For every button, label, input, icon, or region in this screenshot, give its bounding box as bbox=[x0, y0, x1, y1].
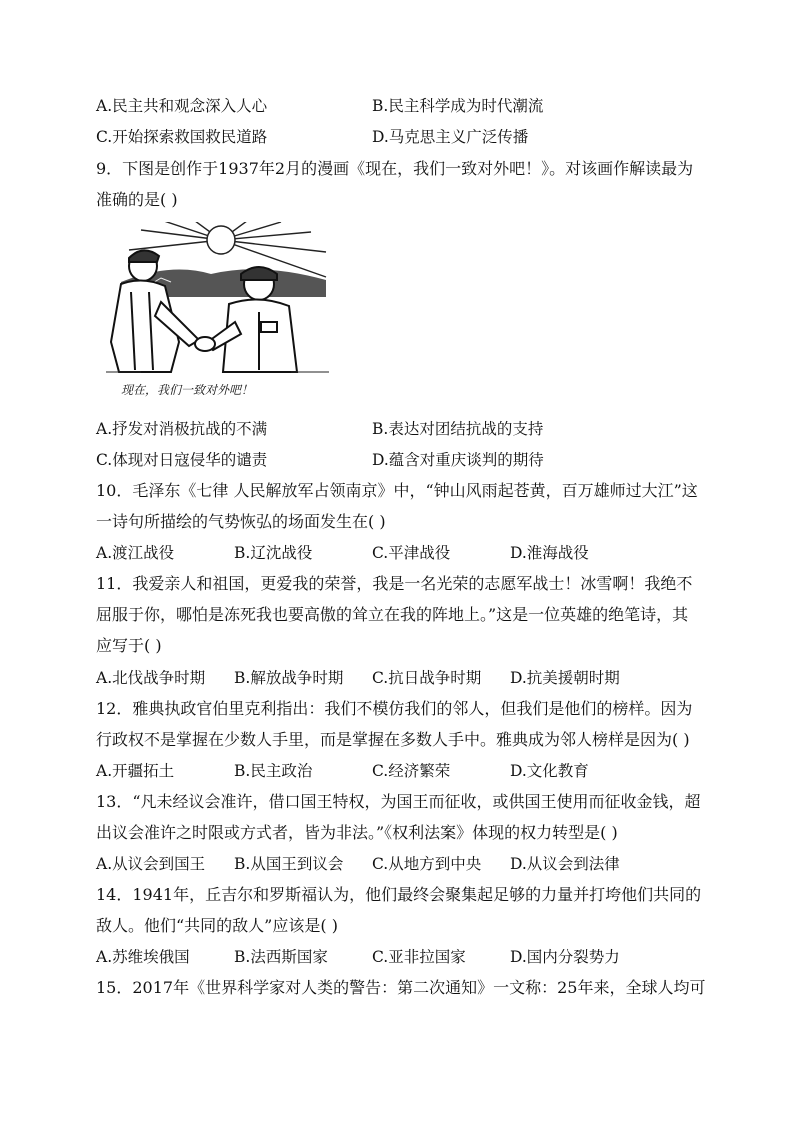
q11-option-b[interactable]: B.解放战争时期 bbox=[234, 669, 344, 687]
q12-stem-line1: 12．雅典执政官伯里克利指出：我们不模仿我们的邻人，但我们是他们的榜样。因为 bbox=[96, 699, 693, 718]
q9-option-c[interactable]: C.体现对日寇侵华的谴责 bbox=[96, 451, 268, 469]
q13-option-b[interactable]: B.从国王到议会 bbox=[234, 855, 344, 873]
q12-option-d[interactable]: D.文化教育 bbox=[510, 762, 589, 780]
q13-stem-line2: 出议会准许之时限或方式者，皆为非法。”《权利法案》体现的权力转型是( ) bbox=[96, 823, 618, 842]
q12-stem-line2: 行政权不是掌握在少数人手里，而是掌握在多数人手中。雅典成为邻人榜样是因为( ) bbox=[96, 730, 690, 749]
q11-stem-line2: 屈服于你，哪怕是冻死我也要高傲的耸立在我的阵地上。”这是一位英雄的绝笔诗，其 bbox=[96, 605, 689, 624]
q11-stem-line3: 应写于( ) bbox=[96, 636, 162, 655]
q14-option-d[interactable]: D.国内分裂势力 bbox=[510, 948, 620, 966]
q13-option-d[interactable]: D.从议会到法律 bbox=[510, 855, 620, 873]
q13-option-a[interactable]: A.从议会到国王 bbox=[96, 855, 206, 873]
q9-option-b[interactable]: B.表达对团结抗战的支持 bbox=[372, 420, 544, 438]
q15-stem-line1: 15．2017年《世界科学家对人类的警告：第二次通知》一文称：25年来，全球人均可 bbox=[96, 978, 706, 997]
q12-option-b[interactable]: B.民主政治 bbox=[234, 762, 313, 780]
q10-stem-line1: 10．毛泽东《七律 人民解放军占领南京》中，“钟山风雨起苍黄，百万雄师过大江”这 bbox=[96, 481, 698, 500]
q14-option-a[interactable]: A.苏维埃俄国 bbox=[96, 948, 190, 966]
q10-option-b[interactable]: B.辽沈战役 bbox=[234, 544, 313, 562]
q8-option-a[interactable]: A.民主共和观念深入人心 bbox=[96, 97, 268, 115]
q8-option-b[interactable]: B.民主科学成为时代潮流 bbox=[372, 97, 544, 115]
q11-stem-line1: 11．我爱亲人和祖国，更爱我的荣誉，我是一名光荣的志愿军战士！冰雪啊！我绝不 bbox=[96, 574, 693, 593]
q8-option-c[interactable]: C.开始探索救国救民道路 bbox=[96, 128, 268, 146]
q10-option-d[interactable]: D.淮海战役 bbox=[510, 544, 589, 562]
q12-option-c[interactable]: C.经济繁荣 bbox=[372, 762, 451, 780]
q14-stem-line1: 14．1941年，丘吉尔和罗斯福认为，他们最终会聚集起足够的力量并打垮他们共同的 bbox=[96, 885, 702, 904]
q10-stem-line2: 一诗句所描绘的气势恢弘的场面发生在( ) bbox=[96, 512, 386, 531]
q9-option-d[interactable]: D.蕴含对重庆谈判的期待 bbox=[372, 451, 544, 469]
q14-option-c[interactable]: C.亚非拉国家 bbox=[372, 948, 466, 966]
q9-cartoon-image bbox=[101, 222, 331, 402]
q10-option-c[interactable]: C.平津战役 bbox=[372, 544, 451, 562]
q13-option-c[interactable]: C.从地方到中央 bbox=[372, 855, 482, 873]
q14-option-b[interactable]: B.法西斯国家 bbox=[234, 948, 328, 966]
q11-option-a[interactable]: A.北伐战争时期 bbox=[96, 669, 206, 687]
q9-stem-line2: 准确的是( ) bbox=[96, 190, 178, 209]
q13-stem-line1: 13．“凡未经议会准许，借口国王特权，为国王而征收，或供国王使用而征收金钱，超 bbox=[96, 792, 701, 811]
q11-option-c[interactable]: C.抗日战争时期 bbox=[372, 669, 482, 687]
q8-option-d[interactable]: D.马克思主义广泛传播 bbox=[372, 128, 529, 146]
q10-option-a[interactable]: A.渡江战役 bbox=[96, 544, 175, 562]
q14-stem-line2: 敌人。他们“共同的敌人”应该是( ) bbox=[96, 916, 338, 935]
q12-option-a[interactable]: A.开疆拓土 bbox=[96, 762, 175, 780]
q9-stem-line1: 9．下图是创作于1937年2月的漫画《现在，我们一致对外吧！》。对该画作解读最为 bbox=[96, 159, 694, 178]
q9-option-a[interactable]: A.抒发对消极抗战的不满 bbox=[96, 420, 268, 438]
q11-option-d[interactable]: D.抗美援朝时期 bbox=[510, 669, 620, 687]
q9-cartoon-caption: 现在，我们一致对外吧！ bbox=[121, 383, 254, 397]
